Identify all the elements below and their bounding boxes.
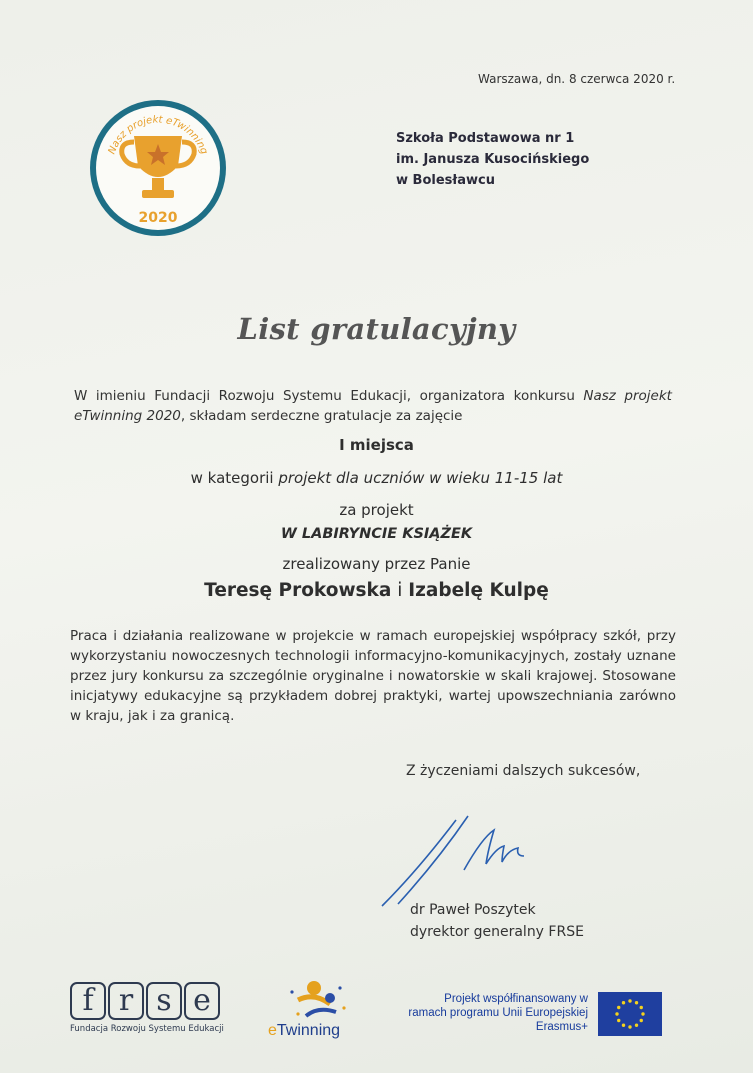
- category-prefix: w kategorii: [190, 469, 279, 487]
- eu-line-2: ramach programu Unii Europejskiej: [408, 1007, 588, 1019]
- etwinning-project-badge: [86, 96, 230, 240]
- etwinning-e: e: [268, 1022, 277, 1039]
- teacher-name-1: Teresę Prokowska: [204, 580, 392, 601]
- names-conjunction: i: [391, 580, 409, 601]
- eu-star: [640, 1019, 643, 1022]
- badge-arc-text: Nasz projekt eTwinning: [106, 114, 210, 156]
- eu-star: [635, 1024, 638, 1027]
- closing-wishes: Z życzeniami dalszych sukcesów,: [406, 763, 641, 779]
- badge-year: 2020: [138, 210, 178, 226]
- eu-star: [622, 1001, 625, 1004]
- letter-date: Warszawa, dn. 8 czerwca 2020 r.: [478, 72, 676, 86]
- frse-full-name: Fundacja Rozwoju Systemu Edukacji: [70, 1024, 224, 1034]
- recipient-school: [396, 128, 589, 191]
- handwritten-signature: [378, 810, 548, 910]
- school-name: Szkoła Podstawowa nr 1: [396, 131, 575, 146]
- school-city: w Bolesławcu: [396, 173, 495, 188]
- eu-funding-note: [386, 992, 588, 1034]
- eu-star: [641, 1012, 644, 1015]
- category-name: projekt dla uczniów w wieku 11-15 lat: [278, 469, 563, 487]
- award-place: I miejsca: [339, 436, 414, 454]
- teacher-names: [0, 580, 753, 601]
- eu-star: [635, 1001, 638, 1004]
- intro-paragraph: [74, 386, 672, 426]
- intro-part2: , składam serdeczne gratulacje za zajęcie: [180, 408, 463, 424]
- frse-logo: [70, 982, 236, 1034]
- eu-star: [622, 1024, 625, 1027]
- eu-star: [628, 1025, 631, 1028]
- for-project-label: za projekt: [339, 501, 414, 519]
- realized-by-label: zrealizowany przez Panie: [282, 555, 471, 573]
- eu-star: [615, 1012, 618, 1015]
- contest-name: Nasz projekt eTwinning 2020: [74, 388, 672, 424]
- signer-title: dyrektor generalny FRSE: [410, 924, 584, 940]
- eu-flag-icon: [598, 992, 662, 1036]
- intro-part1: W imieniu Fundacji Rozwoju Systemu Edukacji, organizatora konkursu: [74, 388, 584, 404]
- frse-letter: s: [146, 982, 182, 1020]
- signer-block: [410, 899, 584, 943]
- project-name: W LABIRYNCIE KSIĄŻEK: [280, 526, 473, 542]
- eu-star: [617, 1019, 620, 1022]
- frse-letter: e: [184, 982, 220, 1020]
- body-paragraph: Praca i działania realizowane w projekcie w ramach europejskiej współpracy szkół, przy wykorzystaniu nowoczesnych technologii informacyjno-komunikacyjnych, zostały uznane przez jury konkursu za szczególnie oryginalne i nowatorskie w skali krajowej. Stosowane inicjatywy edukacyjne są przykładem dobrej praktyki, wartej upowszechniania zarówno w kraju, jak i za granicą.: [70, 628, 676, 724]
- letter-title: List gratulacyjny: [237, 312, 516, 346]
- teacher-name-2: Izabelę Kulpę: [408, 580, 549, 601]
- signer-name: dr Paweł Poszytek: [410, 902, 536, 918]
- eu-line-3: Erasmus+: [535, 1021, 588, 1033]
- etwinning-wordmark: Twinning: [276, 1022, 341, 1039]
- etwinning-logo: [268, 978, 368, 1050]
- school-patron: im. Janusza Kusocińskiego: [396, 152, 590, 167]
- frse-letter: f: [70, 982, 106, 1020]
- eu-line-1: Projekt współfinansowany w: [444, 993, 588, 1005]
- eu-star: [617, 1006, 620, 1009]
- frse-letter: r: [108, 982, 144, 1020]
- award-category: [0, 469, 753, 487]
- eu-star: [628, 999, 631, 1002]
- etwinning-figure-icon: [268, 978, 368, 1024]
- eu-star: [640, 1006, 643, 1009]
